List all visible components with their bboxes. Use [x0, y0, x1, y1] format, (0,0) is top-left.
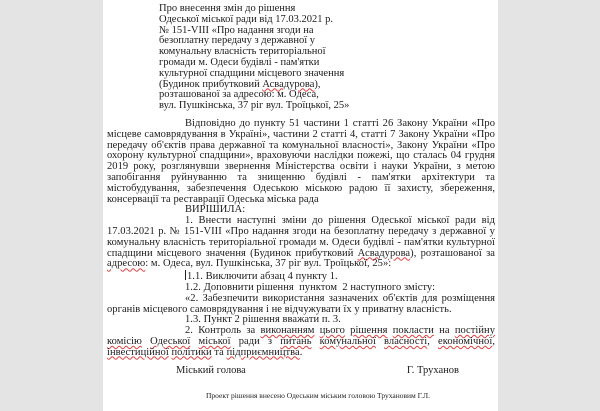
misspelled-word[interactable]: Асвадурова — [262, 78, 315, 90]
signature-name[interactable]: Г. Труханов — [406, 364, 459, 376]
text-segment: 1.1. Виключити абзац 4 пункту 1. — [187, 271, 338, 283]
misspelled-word[interactable]: підприємництва — [226, 346, 300, 358]
misspelled-word[interactable]: політики — [171, 346, 212, 358]
text-segment: (Будинок прибутковий — [159, 78, 263, 90]
misspelled-word[interactable]: покласти — [392, 325, 434, 337]
misspelled-word[interactable]: питань — [280, 335, 312, 347]
misspelled-word[interactable]: Одеської — [150, 335, 191, 347]
text-segment: : м. Одеса, вул. Пушкінська, 37 ріг вул. Троїцької, 25»: — [145, 258, 392, 270]
title-line[interactable]: вул. Пушкінська, 37 ріг вул. Троїцької, 25» — [159, 100, 350, 112]
preamble-paragraph[interactable]: Відповідно до пункту 51 частини 1 статті 26 Закону України «Про місцеве самоврядування в Україні», частини 2 статті 4, статті 7 Закону України «Про передачу об'єктів права державної та комунальної власності», Закону України «Про охорону культурної спадщини», враховуючи наслідки пожежі, що сталась 04 грудня 2019 року, розглянувши звернення Міністерства освіти і науки України, з метою запобігання руйнуванню та знищенню будівлі - пам'ятки архітектури та містобудування, забезпечення Одеською міською радою її захисту, збереження, консервації та реставрації Одеська міська рада — [107, 117, 495, 205]
point-1-3-paragraph[interactable]: 1.3. Пункт 2 рішення вважати п. 3. — [185, 314, 341, 326]
point-2-quoted-paragraph[interactable]: «2. Забезпечити використання зазначених об'єктів для розміщення органів місцевого самоврядування і не відчужувати їх у приватну власність. — [107, 292, 495, 315]
misspelled-word[interactable]: економічної — [437, 335, 493, 347]
text-segment: ), — [314, 78, 321, 90]
text-segment: ради з — [230, 335, 281, 347]
point-1-paragraph[interactable] — [107, 216, 495, 270]
footnote[interactable]: Проект рішення внесено Одеським міським головою Трухановим Г.Л. — [205, 391, 430, 401]
misspelled-word[interactable]: виконанням — [260, 325, 315, 337]
document-title-block — [159, 4, 495, 112]
misspelled-word[interactable]: комісію — [107, 335, 142, 347]
misspelled-word[interactable]: інвестиційної — [107, 346, 169, 358]
text-segment: . — [299, 346, 303, 358]
title-line[interactable]: безоплатну передачу з державної у — [159, 35, 316, 47]
text-segment: 1. Внести наступні зміни до рішення Одеської міської ради від 17.03.2021 р. № 151-VIII «Про надання згоди на безоплатну передачу з державної у комунальну власність територіальної громади м. Одеси будівлі - пам'ятки культурної спадщини місцевого значення (Будинок прибутковий — [107, 215, 495, 259]
misspelled-word[interactable]: адресою — [107, 258, 146, 270]
title-line[interactable]: розташованої за адресою: м. Одеса, — [159, 89, 319, 101]
title-line[interactable]: комунальну власність територіальної — [159, 46, 326, 58]
misspelled-word[interactable]: комунальної — [319, 335, 376, 347]
title-line[interactable]: Одеської міської ради від 17.03.2021 р. — [159, 13, 333, 25]
title-line[interactable]: Про внесення змін до рішення — [159, 3, 296, 14]
text-segment: , — [427, 335, 438, 347]
text-segment: на — [433, 325, 455, 337]
text-segment: та — [211, 346, 227, 358]
misspelled-word[interactable]: постійну — [454, 325, 495, 337]
text-segment — [142, 336, 150, 347]
resolved-heading[interactable]: ВИРІШИЛА: — [185, 204, 246, 216]
text-segment — [312, 336, 320, 347]
title-line[interactable]: громади м. Одеси будівлі - пам'ятки — [159, 56, 320, 68]
misspelled-word[interactable]: рішення — [350, 325, 388, 337]
title-line[interactable]: № 151-VIII «Про надання згоди на — [159, 24, 314, 36]
title-line[interactable]: культурної спадщини місцевого значення — [159, 67, 345, 79]
text-cursor — [185, 270, 186, 280]
point-1-1-paragraph[interactable] — [107, 270, 495, 283]
text-segment — [376, 336, 384, 347]
misspelled-word[interactable]: власності — [384, 335, 428, 347]
signature-row — [107, 366, 495, 377]
text-segment: 2. Контроль за — [185, 325, 261, 337]
document-page[interactable] — [103, 0, 498, 411]
misspelled-word[interactable]: Асвадурова — [357, 247, 411, 259]
text-segment: ), розташованої за — [410, 247, 495, 259]
text-segment — [190, 336, 198, 347]
point-1-2-paragraph[interactable]: 1.2. Доповнити рішення пунктом 2 наступного змісту: — [185, 281, 436, 293]
misspelled-word[interactable]: міської — [198, 335, 231, 347]
point-2-control-paragraph[interactable] — [107, 326, 495, 358]
misspelled-word[interactable]: цього — [319, 325, 345, 337]
signature-title[interactable]: Міський голова — [176, 364, 246, 376]
text-segment: , — [492, 335, 495, 347]
